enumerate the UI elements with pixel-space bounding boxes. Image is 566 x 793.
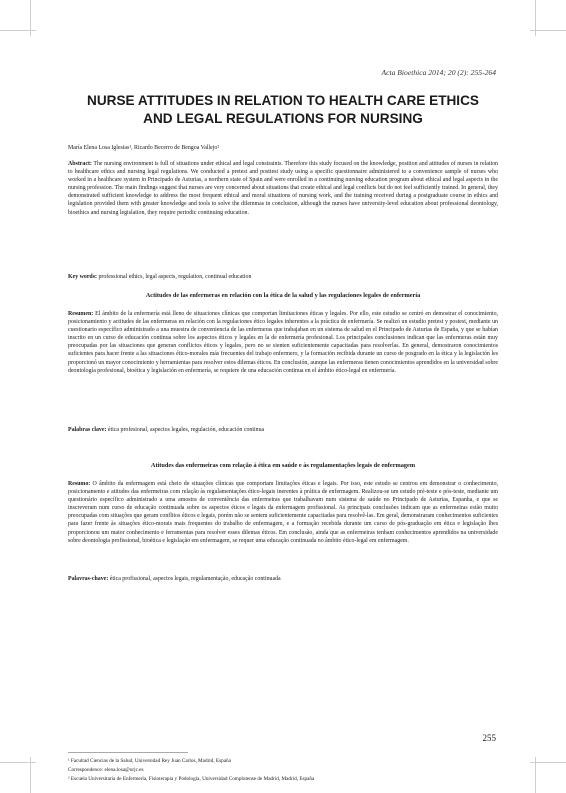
keywords-english [68,273,498,281]
abstract-label: Resumen: [68,311,94,317]
subtitle-portuguese: Atitudes das enfermeiras com relação à ética em saúde e às regulamentações legais de enfermagem [150,462,416,469]
subtitle-spanish: Actitudes de las enfermeras en relación con la ética de la salud y las regulaciones legales de enfermería [145,292,421,299]
keywords-text: ética profissional, aspectos legais, regulamentação, educação continuada [108,576,281,582]
abstract-text: O âmbito da enfermagem está cheio de situações clínicas que comportam limitações éticas e legais. Por isso, este estudo se centrou em demonstrar o conhecimento, posicionamento e atitudes das enfermeiras com relação às regulamentações ético-legais inerentes à prática de enfermagem. Realizou-se um estudo pré-teste e pós-teste, mediante um questionário específico administrado a uma amostra de conveniência das enfermeiras que trabalhavam num sistema de saúde no Principado de Asturias, Espanha, e que se inscreveram num curso de educação continuada sobre os aspectos éticos e legais da enfermagem profissional. As principais conclusões indicam que as enfermeiras estão muito preocupadas com situações que geram conflitos éticos e legais, porém não se sentem suficientemente capacitadas para resolvê-las. Em geral, demonstraram conhecimentos suficientes para fazer frente às situações ético-morais mais frequentes do trabalho de enfermagem, e a formação recebida durante um curso de pós-graduação em ética e legislação lhes proporcionou um maior conhecimento e ferramentas para resolver esses dilemas éticos. Em conclusão, ainda que as enfermeiras tenham conhecimentos aprendidos na universidade sobre deontologia profissional, bioética e legislação em enfermagem, se requer uma educação continuada no âmbito ético-legal em enfermagem. [68,481,498,544]
abstract-label: Abstract: [68,161,92,167]
abstract-label: Resumo: [68,481,91,487]
abstract-portuguese [68,480,498,545]
abstract-text: The nursing environment is full of situations under ethical and legal constraints. Therefore this study focused on the knowledge, position and attitudes of nurses in relation to healthcare ethics and nursing legal regulations. We conducted a pretest and posttest study using a specific questionnaire administered to a convenience sample of nurses who worked in a healthcare system in Principado de Asturias, a northern state of Spain and were enrolled in a continuing nursing education program about ethical and legal aspects in the nursing profession. The main findings suggest that nurses are very concerned about situations that create ethical and legal conflicts but do not feel sufficiently trained. In general, they demonstrated sufficient knowledge to address the most frequent ethical and moral situations of nursing work, and the training received during a postgraduate course in ethics and legislation provided them with greater knowledge and tools to solve the dilemmas in conclusion, although the nurses have university-level education about professional deontology, bioethics and nursing legislation, they require periodic continuing education. [68,161,498,216]
keywords-text: professional ethics, legal aspects, regulation, continual education [96,274,252,280]
footnotes [68,757,498,784]
paper-title [60,92,506,128]
crop-mark [530,30,566,31]
abstract-text: El ámbito de la enfermería está lleno de situaciones clínicas que comportan limitaciones éticas y legales. Por ello, este estudio se centró en demostrar el conocimiento, posicionamiento y actitudes de las enfermeras en relación con la regulaciones ético legales inherentes a la práctica de enfermería. Se realizó un estudio pretest y postest, mediante un cuestionario específico administrado a una muestra de conveniencia de las enfermeras que trabajaban en un sistema de salud en el Principado de Asturias de España, y que se habían inscrito en un curso de educación continua sobre los aspectos éticos y legales en la de enfermería profesional. Los principales conclusiones indican que las enfermeras están muy preocupadas por las situaciones que generan conflictos éticos y legales, pero no se sienten suficientemente capacitadas para resolverlas. En general, demostraron conocimientos suficientes para hacer frente a las situaciones ético-morales más frecuentes del trabajo enfermero, y la formación recibida durante un curso de posgrado en la ética y la legislación les proporcionó un mayor conocimiento y herramientas para resolver estos dilemas éticos. En conclusión, aunque las enfermeras tienen conocimientos aprendidos en la universidad sobre deontología profesional, bioética y legislación en enfermería, se requiere de una educación continua en el ámbito ético-legal en enfermería. [68,311,498,374]
abstract-spanish [68,310,498,375]
paper-title-line: NURSE ATTITUDES IN RELATION TO HEALTH CARE ETHICS [87,93,479,108]
paper-title-line: AND LEGAL REGULATIONS FOR NURSING [143,111,423,126]
keywords-text: ética profesional, aspectos legales, regulación, educación continua [106,427,265,433]
crop-mark [530,762,566,763]
crop-mark [0,30,36,31]
keywords-label: Palabras clave: [68,427,107,433]
crop-mark [0,762,36,763]
keywords-label: Palavras-chave: [68,576,109,582]
footnote-affiliation-2: ² Escuela Universitaria de Enfermería, Fisioterapia y Podología, Universidad Complutense de Madrid, Madrid, España [68,776,315,782]
keywords-spanish [68,426,498,434]
footnote-correspondence: Correspondence: elena.losa@urjc.es [68,767,144,773]
keywords-portuguese [68,575,498,583]
journal-citation: Acta Bioethica 2014; 20 (2): 255-264 [381,68,496,77]
page-number: 255 [482,733,496,743]
authors: María Elena Losa Iglesias¹, Ricardo Becerro de Bengoa Vallejo² [68,145,220,151]
keywords-label: Key words: [68,274,97,280]
footnote-affiliation-1: ¹ Facultad Ciencias de la Salud, Universidad Rey Juan Carlos, Madrid, España [68,758,231,764]
footnote-divider [68,752,188,753]
abstract-english [68,160,498,217]
